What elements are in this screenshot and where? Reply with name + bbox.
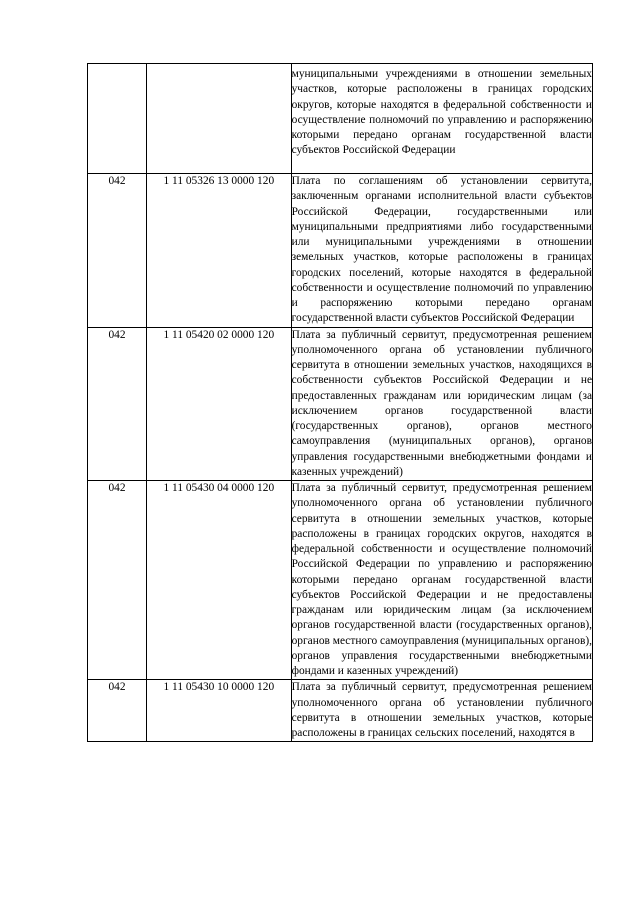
description-cell <box>291 64 592 174</box>
admin-code-cell: 042 <box>88 174 147 328</box>
admin-code-cell: 042 <box>88 680 147 742</box>
table-row <box>88 64 593 174</box>
kbk-code-cell: 1 11 05326 13 0000 120 <box>147 174 292 328</box>
description-text: Плата за публичный сервитут, предусмотренная решением уполномоченного органа об установлении публичного сервитута в отношении земельных участков, которые расположены в границах городских округов, находятся в федеральной собственности и осуществление полномочий Российской Федерации по управлению и распоряжению которыми передано органам государственной власти субъектов Российской Федерации и не предоставлены гражданам или юридическим лицам (за исключением органов государственной власти (государственных органов), органов местного самоуправления (муниципальных органов), органов управления государственными внебюджетными фондами и казенных учреждений) <box>291 482 592 677</box>
description-cell <box>291 174 592 328</box>
description-text: Плата за публичный сервитут, предусмотренная решением уполномоченного органа об установлении публичного сервитута в отношении земельных участков, которые расположены в границах сельских поселений, находятся в <box>291 681 592 739</box>
description-cell <box>291 680 592 742</box>
table-row <box>88 481 593 680</box>
kbk-code-cell <box>147 64 292 174</box>
budget-codes-table <box>87 63 593 742</box>
description-cell <box>291 481 592 680</box>
kbk-code-cell: 1 11 05420 02 0000 120 <box>147 327 292 481</box>
table-row <box>88 327 593 481</box>
description-cell <box>291 327 592 481</box>
description-text: Плата по соглашениям об установлении сервитута, заключенным органами исполнительной власти субъектов Российской Федерации, государственными или муниципальными предприятиями либо государственными или муниципальными учреждениями в отношении земельных участков, которые расположены в границах городских поселений, которые находятся в федеральной собственности и осуществление полномочий по управлению и распоряжению которыми передано органам государственной власти субъектов Российской Федерации <box>291 175 592 325</box>
kbk-code-cell: 1 11 05430 10 0000 120 <box>147 680 292 742</box>
admin-code-cell <box>88 64 147 174</box>
kbk-code-cell: 1 11 05430 04 0000 120 <box>147 481 292 680</box>
table-row <box>88 174 593 328</box>
admin-code-cell: 042 <box>88 481 147 680</box>
table-row <box>88 680 593 742</box>
description-text: муниципальными учреждениями в отношении земельных участков, которые расположены в границах городских округов, которые находятся в федеральной собственности и осуществление полномочий по управлению и распоряжению которыми передано органам государственной власти субъектов Российской Федерации <box>291 68 592 157</box>
description-text: Плата за публичный сервитут, предусмотренная решением уполномоченного органа об установлении публичного сервитута в отношении земельных участков, находящихся в собственности субъектов Российской Федерации и не предоставленных гражданам или юридическим лицам (за исключением органов государственной власти (государственных органов), органов местного самоуправления (муниципальных органов), органов управления государственными внебюджетными фондами и казенных учреждений) <box>291 328 592 478</box>
admin-code-cell: 042 <box>88 327 147 481</box>
